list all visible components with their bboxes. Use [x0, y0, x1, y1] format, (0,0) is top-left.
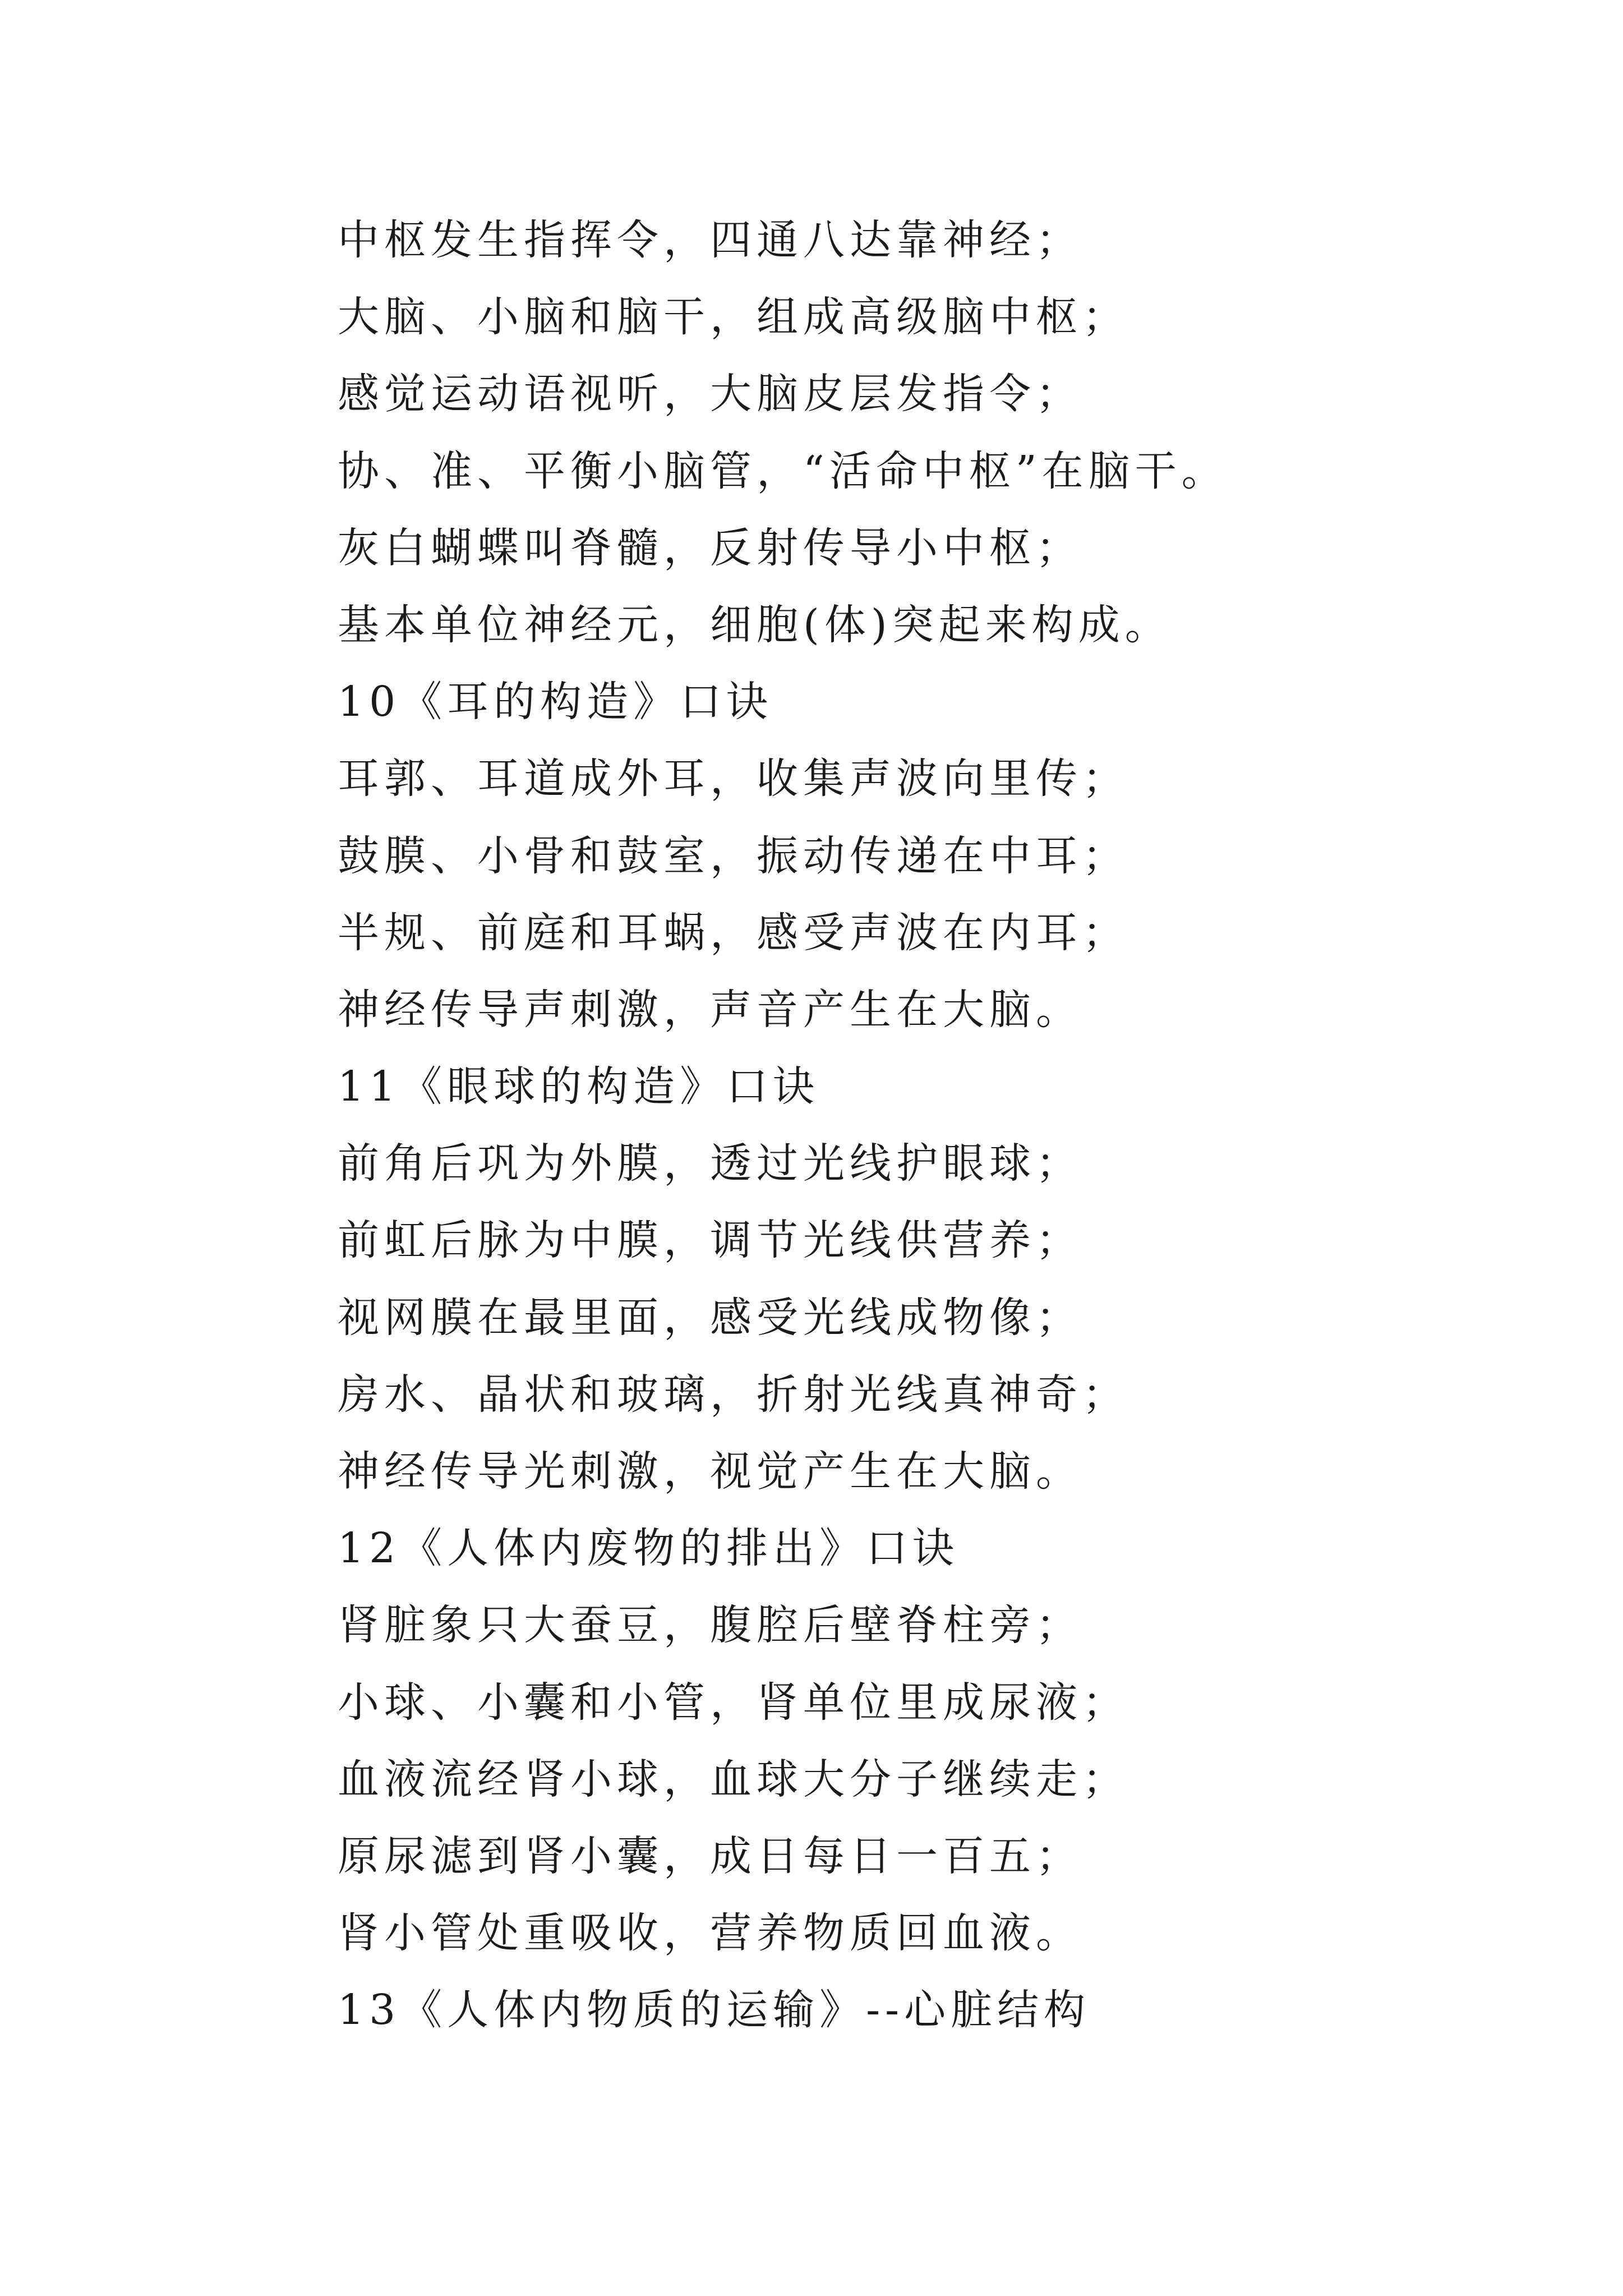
- section-heading: 12《人体内废物的排出》口诀: [338, 1524, 960, 1573]
- text-line: 大脑、小脑和脑干，组成高级脑中枢；: [338, 293, 1129, 342]
- text-line: 灰白蝴蝶叫脊髓，反射传导小中枢；: [338, 523, 1082, 572]
- section-heading: 10《耳的构造》口诀: [338, 678, 773, 726]
- text-line: 协、准、平衡小脑管，“活命中枢”在脑干。: [338, 447, 1228, 495]
- text-line: 神经传导光刺激，视觉产生在大脑。: [338, 1447, 1082, 1496]
- text-line: 神经传导声刺激，声音产生在大脑。: [338, 985, 1082, 1034]
- text-line: 鼓膜、小骨和鼓室，振动传递在中耳；: [338, 831, 1129, 880]
- text-line: 原尿滤到肾小囊，成日每日一百五；: [338, 1832, 1082, 1880]
- text-line: 房水、晶状和玻璃，折射光线真神奇；: [338, 1370, 1129, 1419]
- text-line: 中枢发生指挥令，四通八达靠神经；: [338, 216, 1082, 264]
- text-line: 耳郭、耳道成外耳，收集声波向里传；: [338, 754, 1129, 803]
- mnemonic-text-block: [338, 202, 1543, 2049]
- text-line: 肾小管处重吸收，营养物质回血液。: [338, 1909, 1082, 1958]
- text-line: 视网膜在最里面，感受光线成物像；: [338, 1293, 1082, 1342]
- text-line: 前角后巩为外膜，透过光线护眼球；: [338, 1139, 1082, 1188]
- text-line: 感觉运动语视听，大脑皮层发指令；: [338, 370, 1082, 418]
- text-line: 半规、前庭和耳蜗，感受声波在内耳；: [338, 908, 1129, 957]
- text-line: 基本单位神经元，细胞(体)突起来构成。: [338, 600, 1172, 649]
- text-line: 肾脏象只大蚕豆，腹腔后壁脊柱旁；: [338, 1601, 1082, 1650]
- text-line: 小球、小囊和小管，肾单位里成尿液；: [338, 1678, 1129, 1727]
- section-heading: 13《人体内物质的运输》--心脏结构: [338, 1986, 1091, 2035]
- section-heading: 11《眼球的构造》口诀: [338, 1062, 820, 1111]
- text-line: 血液流经肾小球，血球大分子继续走；: [338, 1755, 1129, 1803]
- text-line: 前虹后脉为中膜，调节光线供营养；: [338, 1216, 1082, 1265]
